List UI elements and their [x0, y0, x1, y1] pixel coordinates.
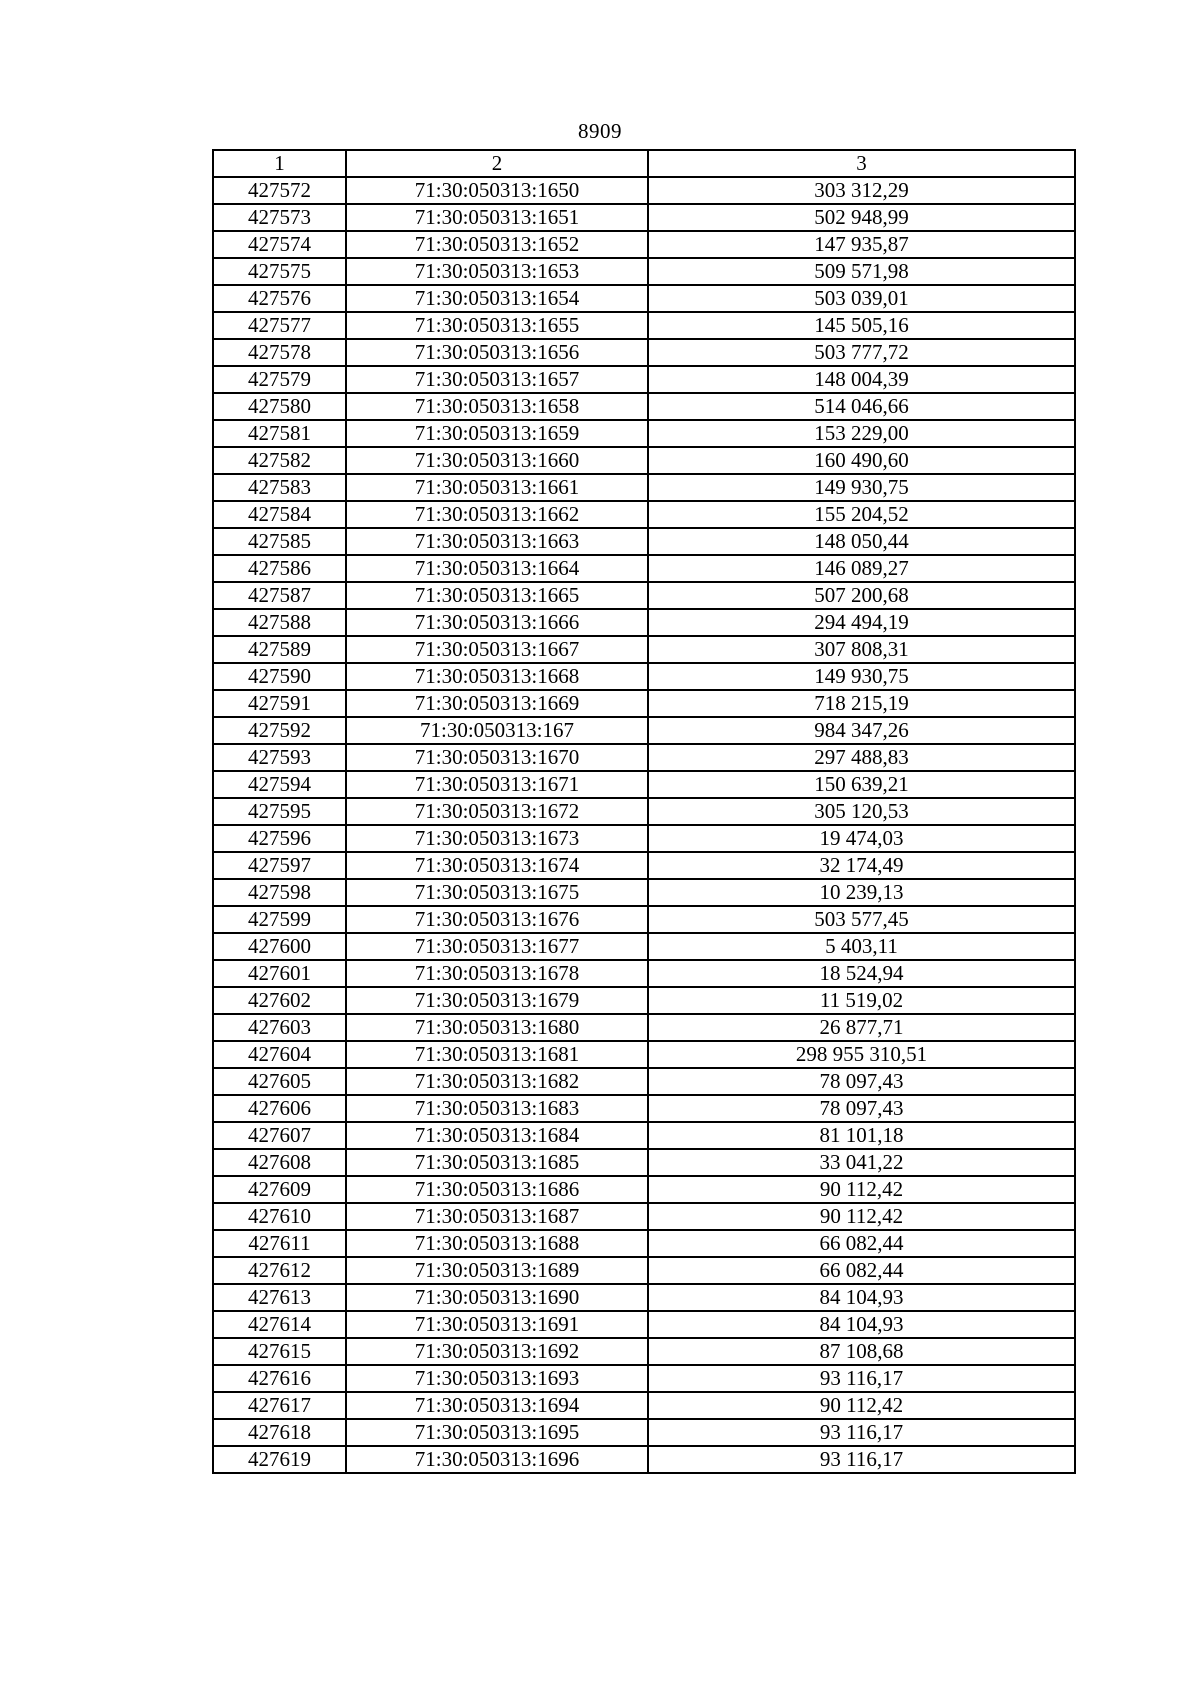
value-cell: 509 571,98 [648, 258, 1075, 285]
value-cell: 78 097,43 [648, 1095, 1075, 1122]
row-number-cell: 427619 [213, 1446, 346, 1473]
table-row [213, 798, 1075, 825]
row-number-cell: 427578 [213, 339, 346, 366]
cadastral-number-cell: 71:30:050313:1665 [346, 582, 648, 609]
value-cell: 303 312,29 [648, 177, 1075, 204]
table-row [213, 231, 1075, 258]
cadastral-number-cell: 71:30:050313:1663 [346, 528, 648, 555]
cadastral-number-cell: 71:30:050313:1684 [346, 1122, 648, 1149]
value-cell: 90 112,42 [648, 1176, 1075, 1203]
cadastral-number-cell: 71:30:050313:1660 [346, 447, 648, 474]
cadastral-number-cell: 71:30:050313:1670 [346, 744, 648, 771]
cadastral-number-cell: 71:30:050313:1653 [346, 258, 648, 285]
cadastral-number-cell: 71:30:050313:1661 [346, 474, 648, 501]
cadastral-number-cell: 71:30:050313:1676 [346, 906, 648, 933]
cadastral-number-cell: 71:30:050313:1664 [346, 555, 648, 582]
cadastral-number-cell: 71:30:050313:1655 [346, 312, 648, 339]
table-row [213, 1338, 1075, 1365]
table-row [213, 690, 1075, 717]
table-row [213, 393, 1075, 420]
value-cell: 297 488,83 [648, 744, 1075, 771]
cadastral-number-cell: 71:30:050313:1667 [346, 636, 648, 663]
cadastral-number-cell: 71:30:050313:1689 [346, 1257, 648, 1284]
row-number-cell: 427579 [213, 366, 346, 393]
table-row [213, 1014, 1075, 1041]
table-row [213, 582, 1075, 609]
value-cell: 294 494,19 [648, 609, 1075, 636]
value-cell: 93 116,17 [648, 1446, 1075, 1473]
value-cell: 93 116,17 [648, 1419, 1075, 1446]
row-number-cell: 427613 [213, 1284, 346, 1311]
row-number-cell: 427595 [213, 798, 346, 825]
value-cell: 10 239,13 [648, 879, 1075, 906]
cadastral-number-cell: 71:30:050313:1686 [346, 1176, 648, 1203]
table-header [213, 150, 1075, 177]
table-row [213, 447, 1075, 474]
value-cell: 148 050,44 [648, 528, 1075, 555]
cadastral-number-cell: 71:30:050313:1657 [346, 366, 648, 393]
value-cell: 66 082,44 [648, 1230, 1075, 1257]
cadastral-number-cell: 71:30:050313:1681 [346, 1041, 648, 1068]
row-number-cell: 427617 [213, 1392, 346, 1419]
cadastral-number-cell: 71:30:050313:1692 [346, 1338, 648, 1365]
table-row [213, 1392, 1075, 1419]
table-row [213, 825, 1075, 852]
table-row [213, 312, 1075, 339]
table-row [213, 1068, 1075, 1095]
row-number-cell: 427596 [213, 825, 346, 852]
value-cell: 984 347,26 [648, 717, 1075, 744]
value-cell: 87 108,68 [648, 1338, 1075, 1365]
table-row [213, 1257, 1075, 1284]
value-cell: 149 930,75 [648, 663, 1075, 690]
row-number-cell: 427614 [213, 1311, 346, 1338]
cadastral-number-cell: 71:30:050313:1693 [346, 1365, 648, 1392]
value-cell: 32 174,49 [648, 852, 1075, 879]
value-cell: 503 577,45 [648, 906, 1075, 933]
column-header-1: 1 [213, 150, 346, 177]
row-number-cell: 427582 [213, 447, 346, 474]
row-number-cell: 427589 [213, 636, 346, 663]
table-row [213, 258, 1075, 285]
row-number-cell: 427576 [213, 285, 346, 312]
cadastral-number-cell: 71:30:050313:1677 [346, 933, 648, 960]
row-number-cell: 427618 [213, 1419, 346, 1446]
table-row [213, 420, 1075, 447]
row-number-cell: 427583 [213, 474, 346, 501]
row-number-cell: 427612 [213, 1257, 346, 1284]
page-number: 8909 [578, 119, 622, 143]
cadastral-number-cell: 71:30:050313:1656 [346, 339, 648, 366]
cadastral-number-cell: 71:30:050313:1654 [346, 285, 648, 312]
cadastral-number-cell: 71:30:050313:1662 [346, 501, 648, 528]
row-number-cell: 427602 [213, 987, 346, 1014]
row-number-cell: 427610 [213, 1203, 346, 1230]
row-number-cell: 427597 [213, 852, 346, 879]
value-cell: 145 505,16 [648, 312, 1075, 339]
value-cell: 93 116,17 [648, 1365, 1075, 1392]
cadastral-number-cell: 71:30:050313:1652 [346, 231, 648, 258]
table-row [213, 960, 1075, 987]
cadastral-number-cell: 71:30:050313:1682 [346, 1068, 648, 1095]
cadastral-number-cell: 71:30:050313:1694 [346, 1392, 648, 1419]
table-row [213, 1365, 1075, 1392]
value-cell: 84 104,93 [648, 1311, 1075, 1338]
value-cell: 33 041,22 [648, 1149, 1075, 1176]
value-cell: 507 200,68 [648, 582, 1075, 609]
row-number-cell: 427605 [213, 1068, 346, 1095]
table-row [213, 474, 1075, 501]
table-row [213, 1041, 1075, 1068]
cadastral-number-cell: 71:30:050313:1696 [346, 1446, 648, 1473]
data-table [212, 149, 1076, 1474]
value-cell: 718 215,19 [648, 690, 1075, 717]
table-row [213, 1176, 1075, 1203]
value-cell: 160 490,60 [648, 447, 1075, 474]
table-row [213, 501, 1075, 528]
table-row [213, 744, 1075, 771]
cadastral-number-cell: 71:30:050313:1666 [346, 609, 648, 636]
table-row [213, 1122, 1075, 1149]
table-row [213, 177, 1075, 204]
cadastral-number-cell: 71:30:050313:1690 [346, 1284, 648, 1311]
row-number-cell: 427616 [213, 1365, 346, 1392]
row-number-cell: 427599 [213, 906, 346, 933]
cadastral-number-cell: 71:30:050313:1668 [346, 663, 648, 690]
table-row [213, 771, 1075, 798]
table-row [213, 717, 1075, 744]
value-cell: 149 930,75 [648, 474, 1075, 501]
row-number-cell: 427598 [213, 879, 346, 906]
value-cell: 81 101,18 [648, 1122, 1075, 1149]
value-cell: 150 639,21 [648, 771, 1075, 798]
cadastral-number-cell: 71:30:050313:1674 [346, 852, 648, 879]
value-cell: 514 046,66 [648, 393, 1075, 420]
cadastral-number-cell: 71:30:050313:167 [346, 717, 648, 744]
row-number-cell: 427593 [213, 744, 346, 771]
cadastral-number-cell: 71:30:050313:1678 [346, 960, 648, 987]
row-number-cell: 427591 [213, 690, 346, 717]
value-cell: 90 112,42 [648, 1392, 1075, 1419]
row-number-cell: 427577 [213, 312, 346, 339]
table-row [213, 1095, 1075, 1122]
table-row [213, 663, 1075, 690]
value-cell: 502 948,99 [648, 204, 1075, 231]
cadastral-number-cell: 71:30:050313:1650 [346, 177, 648, 204]
row-number-cell: 427585 [213, 528, 346, 555]
value-cell: 90 112,42 [648, 1203, 1075, 1230]
value-cell: 305 120,53 [648, 798, 1075, 825]
value-cell: 298 955 310,51 [648, 1041, 1075, 1068]
table-row [213, 933, 1075, 960]
row-number-cell: 427607 [213, 1122, 346, 1149]
value-cell: 19 474,03 [648, 825, 1075, 852]
row-number-cell: 427609 [213, 1176, 346, 1203]
cadastral-number-cell: 71:30:050313:1683 [346, 1095, 648, 1122]
row-number-cell: 427581 [213, 420, 346, 447]
table-row [213, 1311, 1075, 1338]
value-cell: 147 935,87 [648, 231, 1075, 258]
column-header-3: 3 [648, 150, 1075, 177]
value-cell: 155 204,52 [648, 501, 1075, 528]
table-row [213, 879, 1075, 906]
row-number-cell: 427604 [213, 1041, 346, 1068]
row-number-cell: 427573 [213, 204, 346, 231]
row-number-cell: 427606 [213, 1095, 346, 1122]
value-cell: 146 089,27 [648, 555, 1075, 582]
cadastral-number-cell: 71:30:050313:1687 [346, 1203, 648, 1230]
row-number-cell: 427574 [213, 231, 346, 258]
row-number-cell: 427601 [213, 960, 346, 987]
value-cell: 11 519,02 [648, 987, 1075, 1014]
cadastral-number-cell: 71:30:050313:1691 [346, 1311, 648, 1338]
row-number-cell: 427608 [213, 1149, 346, 1176]
column-header-2: 2 [346, 150, 648, 177]
table-row [213, 366, 1075, 393]
cadastral-number-cell: 71:30:050313:1659 [346, 420, 648, 447]
value-cell: 307 808,31 [648, 636, 1075, 663]
table-row [213, 1419, 1075, 1446]
value-cell: 78 097,43 [648, 1068, 1075, 1095]
value-cell: 84 104,93 [648, 1284, 1075, 1311]
table-row [213, 1203, 1075, 1230]
cadastral-number-cell: 71:30:050313:1673 [346, 825, 648, 852]
row-number-cell: 427611 [213, 1230, 346, 1257]
row-number-cell: 427594 [213, 771, 346, 798]
value-cell: 18 524,94 [648, 960, 1075, 987]
table-row [213, 555, 1075, 582]
row-number-cell: 427592 [213, 717, 346, 744]
row-number-cell: 427584 [213, 501, 346, 528]
table-row [213, 1284, 1075, 1311]
table-row [213, 528, 1075, 555]
value-cell: 26 877,71 [648, 1014, 1075, 1041]
cadastral-number-cell: 71:30:050313:1669 [346, 690, 648, 717]
cadastral-number-cell: 71:30:050313:1658 [346, 393, 648, 420]
value-cell: 503 039,01 [648, 285, 1075, 312]
row-number-cell: 427572 [213, 177, 346, 204]
cadastral-number-cell: 71:30:050313:1685 [346, 1149, 648, 1176]
row-number-cell: 427580 [213, 393, 346, 420]
table-row [213, 204, 1075, 231]
value-cell: 66 082,44 [648, 1257, 1075, 1284]
cadastral-number-cell: 71:30:050313:1679 [346, 987, 648, 1014]
table-row [213, 1446, 1075, 1473]
table-row [213, 1230, 1075, 1257]
value-cell: 148 004,39 [648, 366, 1075, 393]
row-number-cell: 427600 [213, 933, 346, 960]
cadastral-number-cell: 71:30:050313:1672 [346, 798, 648, 825]
cadastral-number-cell: 71:30:050313:1688 [346, 1230, 648, 1257]
cadastral-number-cell: 71:30:050313:1680 [346, 1014, 648, 1041]
header-row [213, 150, 1075, 177]
row-number-cell: 427603 [213, 1014, 346, 1041]
table-row [213, 906, 1075, 933]
row-number-cell: 427587 [213, 582, 346, 609]
row-number-cell: 427590 [213, 663, 346, 690]
row-number-cell: 427586 [213, 555, 346, 582]
cadastral-number-cell: 71:30:050313:1675 [346, 879, 648, 906]
table-row [213, 852, 1075, 879]
cadastral-number-cell: 71:30:050313:1695 [346, 1419, 648, 1446]
row-number-cell: 427615 [213, 1338, 346, 1365]
table-row [213, 1149, 1075, 1176]
cadastral-number-cell: 71:30:050313:1671 [346, 771, 648, 798]
row-number-cell: 427588 [213, 609, 346, 636]
table-body [213, 177, 1075, 1473]
table-row [213, 636, 1075, 663]
value-cell: 503 777,72 [648, 339, 1075, 366]
cadastral-number-cell: 71:30:050313:1651 [346, 204, 648, 231]
table-row [213, 609, 1075, 636]
table-row [213, 285, 1075, 312]
value-cell: 5 403,11 [648, 933, 1075, 960]
table-row [213, 339, 1075, 366]
table-row [213, 987, 1075, 1014]
row-number-cell: 427575 [213, 258, 346, 285]
value-cell: 153 229,00 [648, 420, 1075, 447]
